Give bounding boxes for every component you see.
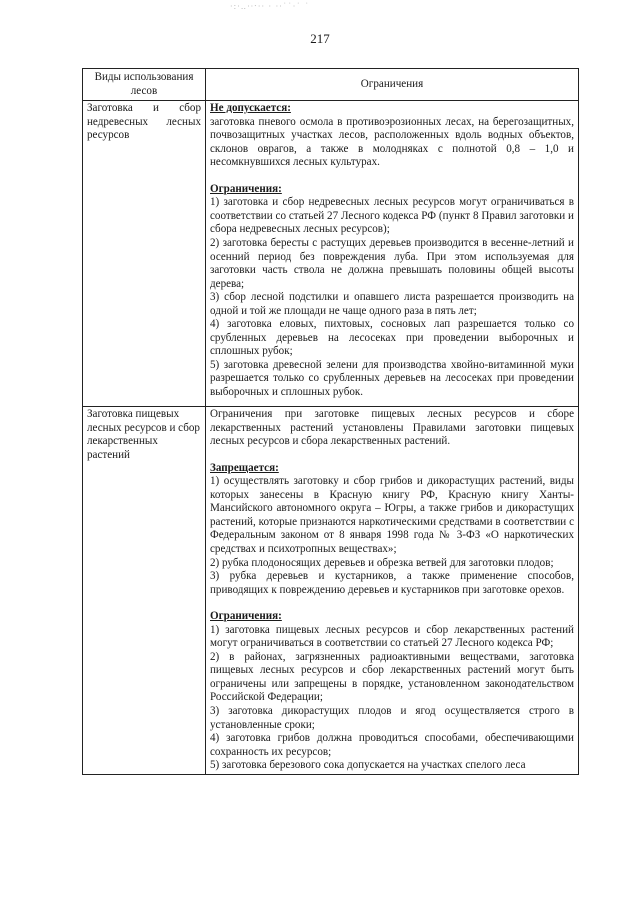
page-number: 217 (310, 31, 330, 46)
restriction-item: 1) заготовка и сбор недревесных лесных ресурсов могут ограничиваться в соответствии со статьей 27 Лесного кодекса РФ (пункт 8 Правил заготовки и сбора недревесных лесных ресурсов); (210, 196, 574, 236)
restriction-item: 1) заготовка пищевых лесных ресурсов и сбор лекарственных растений могут ограничиваться в соответствии со статьей 27 Лесного кодекса РФ; (210, 623, 574, 650)
restriction-item: 1) осуществлять заготовку и сбор грибов и дикорастущих растений, виды которых занесены в Красную книгу РФ, Красную книгу Ханты-Мансийского автономного округа – Югры, а также грибов и дикорастущих растений, которые признаются наркотическими средствами в соответствии с Федеральным законом от 8 января 1998 года № 3-ФЗ «О наркотических средствах и психотропных веществах»; (210, 475, 574, 556)
table-row (83, 407, 579, 775)
column-header-kinds: Виды использования лесов (83, 69, 206, 101)
block-heading: Запрещается: (210, 461, 279, 474)
row-intro: Ограничения при заготовке пищевых лесных ресурсов и сборе лекарственных растений установлены Правилами заготовки пищевых лесных ресурсов и сбора лекарственных растений. (210, 408, 574, 448)
block-heading: Ограничения: (210, 610, 282, 623)
row-restrictions-cell (206, 407, 579, 775)
restriction-item: 2) в районах, загрязненных радиоактивными веществами, заготовка пищевых лесных ресурсов и сбор лекарственных растений могут быть ограничены или запрещены в порядке, установленном законодательством Российской Федерации; (210, 650, 574, 704)
row-kind-cell: Заготовка и сбор недревесных лесных ресурсов (83, 101, 206, 407)
restriction-item: 4) заготовка грибов должна проводиться способами, обеспечивающими сохранность их ресурсов; (210, 732, 574, 758)
restriction-item: 3) сбор лесной подстилки и опавшего листа разрешается производить на одной и той же площади не чаще одного раза в пять лет; (210, 291, 574, 317)
restriction-item: 2) заготовка бересты с растущих деревьев производится в весенне-летний и осенний период без повреждения луба. При этом используемая для заготовки часть ствола не должна превышать половины общей высоты дерева; (210, 237, 574, 290)
table-header-row (83, 69, 579, 101)
restriction-item: 4) заготовка еловых, пихтовых, сосновых лап разрешается только со срубленных деревьев на лесосеках при проведении выборочных и сплошных рубок; (210, 318, 574, 358)
restriction-item: 3) заготовка дикорастущих плодов и ягод осуществляется строго в установленные сроки; (210, 705, 574, 731)
table-row (83, 101, 579, 407)
restriction-item: заготовка пневого осмола в противоэрозионных лесах, на берегозащитных, почвозащитных участках лесов, расположенных вдоль водных объектов, склонов оврагов, а также в молодняках с полнотой 0,8 – 1,0 и несомкнувшихся лесных культурах. (210, 115, 574, 169)
block-heading: Ограничения: (210, 182, 282, 195)
restriction-item: 5) заготовка березового сока допускается на участках спелого леса (210, 759, 526, 772)
row-restrictions-cell (206, 101, 579, 407)
column-header-restrictions: Ограничения (206, 69, 579, 101)
restriction-item: 5) заготовка древесной зелени для производства хвойно-витаминной муки разрешается только со срубленных деревьев на лесосеках при проведении выборочных и сплошных рубок. (210, 358, 574, 399)
restriction-item: 2) рубка плодоносящих деревьев и обрезка ветвей для заготовки плодов; (210, 556, 554, 569)
restriction-item: 3) рубка деревьев и кустарников, а также применение способов, приводящих к повреждению деревьев и кустарников при заготовке орехов. (210, 570, 574, 596)
restrictions-table (82, 68, 579, 775)
block-heading: Не допускается: (210, 102, 291, 115)
scan-header-noise: ·:·‥··ˑ·· · ··˙˙·˙ ˙ (230, 2, 310, 11)
row-kind-cell: Заготовка пищевых лесных ресурсов и сбор лекарственных растений (83, 407, 206, 775)
